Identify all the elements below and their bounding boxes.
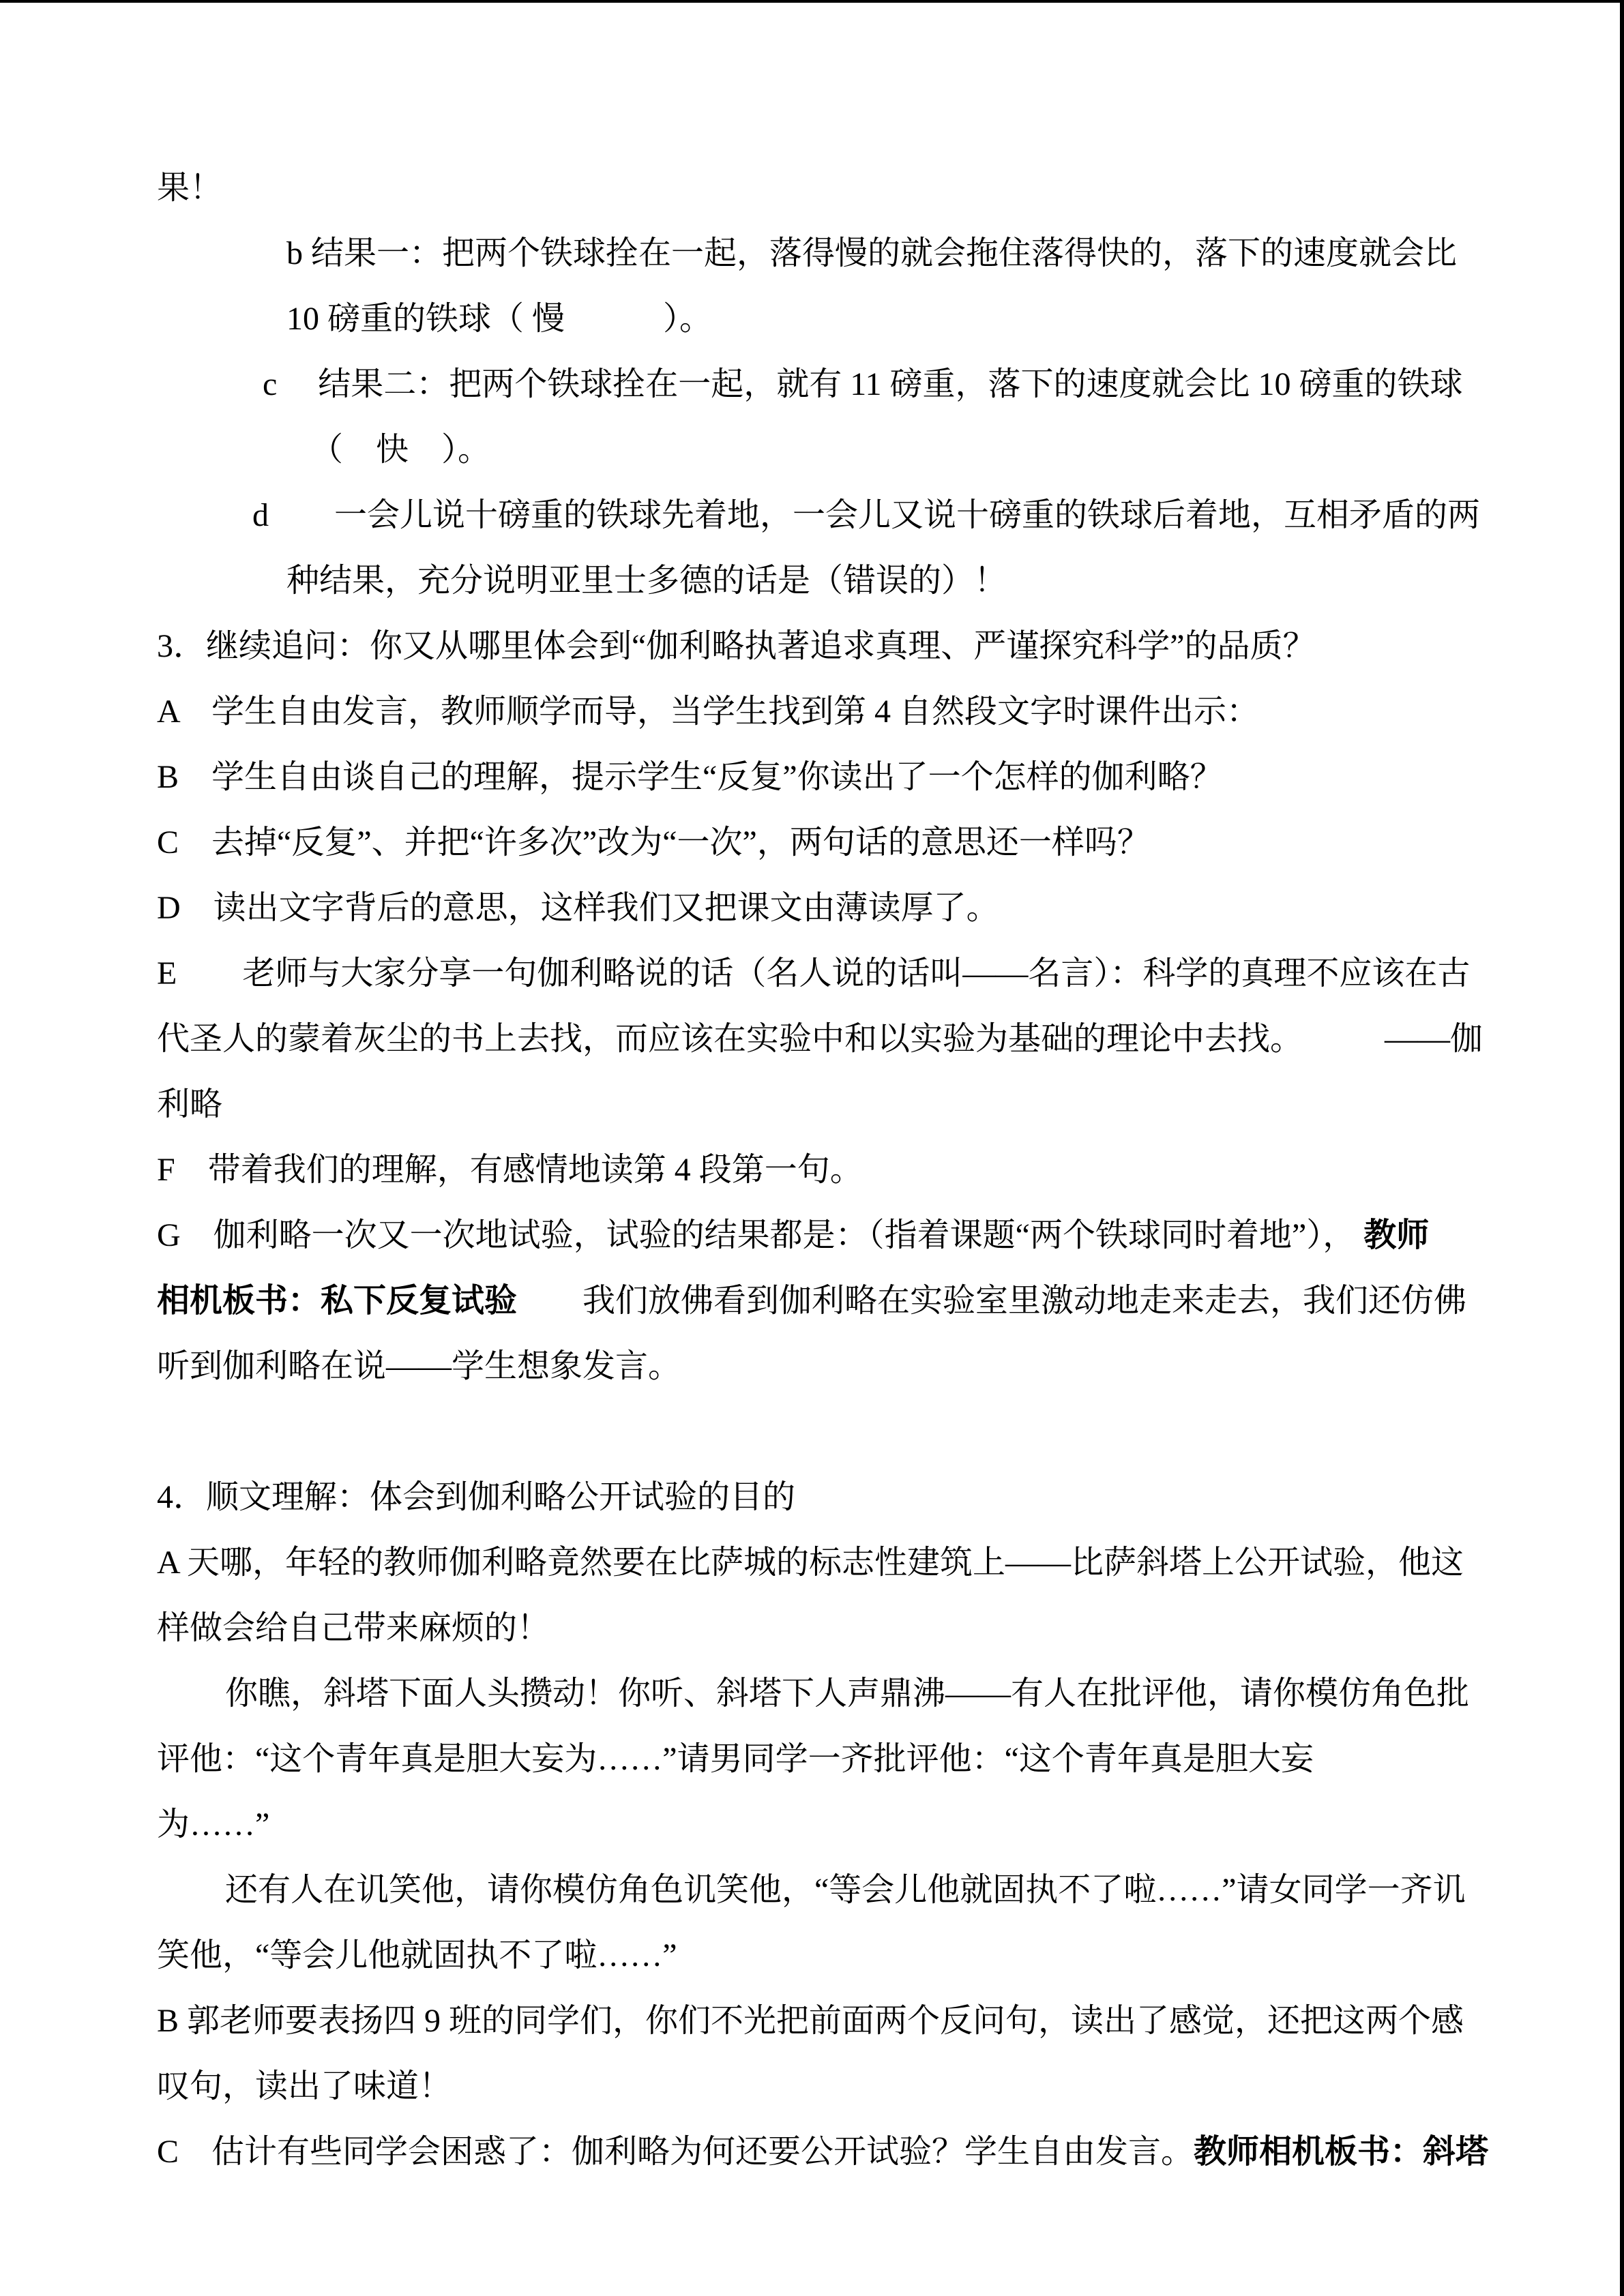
text-line <box>157 1923 1521 1988</box>
text-line <box>157 2054 1521 2119</box>
text-line <box>157 941 1521 1007</box>
bold-text-segment: 教师相机板书：斜塔 <box>1194 2134 1489 2170</box>
text-line <box>157 1268 1521 1334</box>
text-segment: 样做会给自己带来麻烦的！ <box>157 1610 550 1646</box>
text-line <box>157 1007 1521 1072</box>
bold-text-segment: 相机板书：私下反复试验 <box>157 1283 518 1319</box>
text-line <box>157 548 1521 614</box>
text-line <box>157 1465 1521 1530</box>
text-line <box>157 810 1521 876</box>
text-line <box>157 1399 1521 1465</box>
text-line <box>157 483 1521 548</box>
text-segment: C 去掉“反复”、并把“许多次”改为“一次”，两句话的意思还一样吗？ <box>157 824 1150 861</box>
text-segment: d 一会儿说十磅重的铁球先着地，一会儿又说十磅重的铁球后着地，互相矛盾的两 <box>252 497 1481 533</box>
text-line <box>157 286 1521 352</box>
text-line <box>157 1792 1521 1858</box>
document-content <box>157 155 1521 2185</box>
text-segment: 代圣人的蒙着灰尘的书上去找，而应该在实验中和以实验为基础的理论中去找。 ——伽 <box>157 1021 1483 1057</box>
text-segment: 叹句，读出了味道！ <box>157 2068 452 2104</box>
text-segment: C 估计有些同学会困惑了：伽利略为何还要公开试验？学生自由发言。 <box>157 2134 1194 2170</box>
text-line <box>157 2119 1521 2185</box>
text-segment: c 结果二：把两个铁球拴在一起，就有 11 磅重，落下的速度就会比 10 磅重的铁球 <box>263 366 1463 402</box>
text-line <box>157 1072 1521 1137</box>
text-line <box>157 1858 1521 1923</box>
text-line <box>157 1988 1521 2054</box>
text-segment: B 郭老师要表扬四 9 班的同学们，你们不光把前面两个反问句，读出了感觉，还把这两个感 <box>157 2003 1464 2039</box>
text-segment: b 结果一：把两个铁球拴在一起，落得慢的就会拖住落得快的，落下的速度就会比 <box>286 235 1458 271</box>
text-segment: 为……” <box>157 1806 270 1843</box>
text-segment: 笑他，“等会儿他就固执不了啦……” <box>157 1937 677 1973</box>
text-segment: 你瞧，斜塔下面人头攒动！你听、斜塔下人声鼎沸——有人在批评他，请你模仿角色批 <box>225 1675 1470 1712</box>
text-segment: F 带着我们的理解，有感情地读第 4 段第一句。 <box>157 1152 863 1188</box>
text-segment: 我们放佛看到伽利略在实验室里激动地走来走去，我们还仿佛 <box>517 1283 1467 1319</box>
text-segment: 种结果，充分说明亚里士多德的话是（错误的）！ <box>286 563 1007 599</box>
text-line <box>157 1203 1521 1268</box>
text-line <box>157 221 1521 286</box>
text-segment: 10 磅重的铁球（ 慢 ）。 <box>286 301 713 337</box>
text-segment: G 伽利略一次又一次地试验，试验的结果都是：（指着课题“两个铁球同时着地”）， <box>157 1217 1356 1253</box>
text-line <box>157 417 1521 483</box>
text-line <box>157 1530 1521 1596</box>
text-segment: （ 快 ）。 <box>310 432 491 468</box>
text-segment: B 学生自由谈自己的理解，提示学生“反复”你读出了一个怎样的伽利略？ <box>157 759 1223 795</box>
text-line <box>157 1727 1521 1792</box>
text-line <box>157 1137 1521 1203</box>
text-line <box>157 745 1521 810</box>
text-segment: A 天哪，年轻的教师伽利略竟然要在比萨城的标志性建筑上——比萨斜塔上公开试验，他这 <box>157 1545 1464 1581</box>
text-segment: 还有人在讥笑他，请你模仿角色讥笑他，“等会儿他就固执不了啦……”请女同学一齐讥 <box>225 1872 1466 1908</box>
text-segment: 利略 <box>157 1086 223 1122</box>
text-segment: 4．顺文理解：体会到伽利略公开试验的目的 <box>157 1479 796 1515</box>
text-line <box>157 155 1521 221</box>
text-line <box>157 1596 1521 1661</box>
text-line <box>157 679 1521 745</box>
text-segment: 果！ <box>157 170 223 206</box>
text-segment: 3．继续追问：你又从哪里体会到“伽利略执著追求真理、严谨探究科学”的品质？ <box>157 628 1316 664</box>
text-segment: D 读出文字背后的意思，这样我们又把课文由薄读厚了。 <box>157 890 999 926</box>
text-line <box>157 1661 1521 1727</box>
text-segment: 评他：“这个青年真是胆大妄为……”请男同学一齐批评他：“这个青年真是胆大妄 <box>157 1741 1314 1777</box>
text-line <box>157 876 1521 941</box>
text-line <box>157 352 1521 417</box>
bold-text-segment: 教师 <box>1355 1217 1430 1253</box>
text-segment: A 学生自由发言，教师顺学而导，当学生找到第 4 自然段文字时课件出示： <box>157 694 1260 730</box>
text-line <box>157 614 1521 679</box>
text-line <box>157 1334 1521 1399</box>
text-segment: 听到伽利略在说——学生想象发言。 <box>157 1348 681 1384</box>
text-segment: E 老师与大家分享一句伽利略说的话（名人说的话叫——名言）：科学的真理不应该在古 <box>157 955 1471 992</box>
